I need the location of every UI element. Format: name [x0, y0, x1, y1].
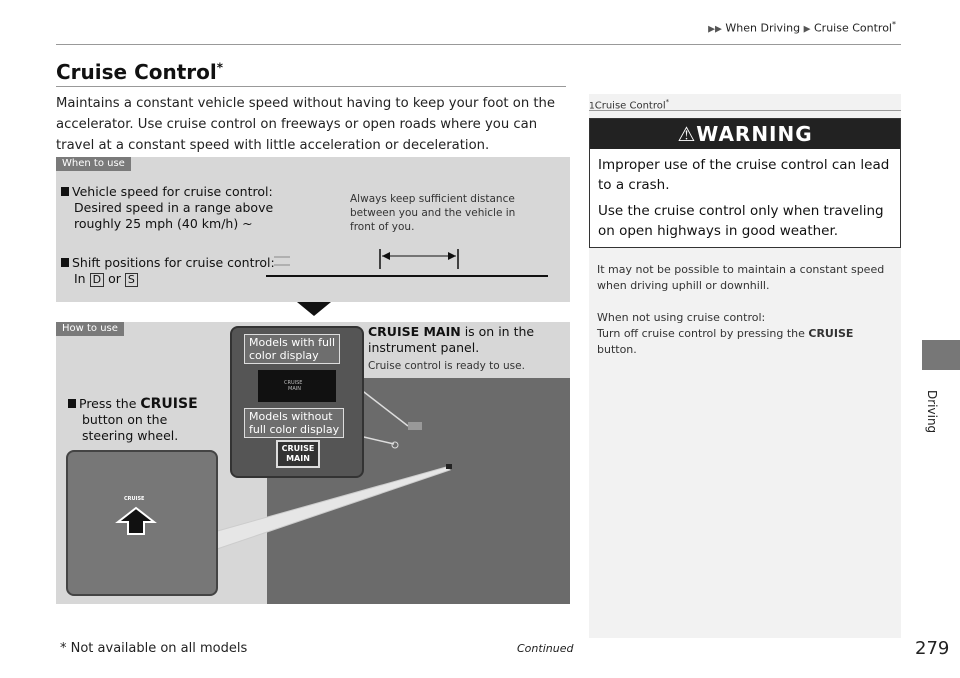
- distance-note: [350, 192, 530, 234]
- display-text: MAIN: [288, 386, 301, 392]
- press-button-name: CRUISE: [140, 396, 198, 412]
- wheel-button-label: CRUISE: [124, 496, 145, 502]
- model-no-full-color-label: [244, 408, 344, 438]
- bullet-icon: [61, 187, 69, 196]
- full-color-display: [258, 370, 336, 402]
- note-text: button.: [597, 343, 637, 356]
- page-title: [56, 60, 223, 84]
- speed-text: Desired speed in a range above: [74, 200, 274, 215]
- notes-heading: [589, 94, 901, 111]
- model-label-line: full color display: [249, 423, 340, 436]
- cruise-main-label: CRUISE MAIN: [368, 324, 461, 339]
- note-paragraph: When not using cruise control:: [597, 311, 766, 324]
- when-to-use-label: When to use: [56, 157, 131, 171]
- distance-note-line: Always keep sufficient distance: [350, 193, 515, 205]
- warning-icon: ⚠: [677, 122, 697, 146]
- arrow-icon: ▶▶: [708, 24, 722, 35]
- display-text: CRUISE: [284, 380, 303, 386]
- speed-text: roughly 25 mph (40 km/h) ~: [74, 216, 253, 231]
- speed-info: [61, 184, 291, 232]
- breadcrumb-item[interactable]: Cruise Control: [814, 21, 892, 35]
- asterisk: *: [892, 20, 896, 29]
- cruise-main-indicator: [276, 440, 320, 468]
- header-divider: [56, 44, 901, 45]
- sidebar-notes: [589, 94, 901, 638]
- breadcrumb-item[interactable]: When Driving: [725, 21, 801, 35]
- note-icon: 1: [589, 101, 595, 112]
- shift-heading: Shift positions for cruise control:: [72, 255, 275, 270]
- model-label-line: Models with full: [249, 336, 336, 349]
- press-prefix: Press the: [79, 396, 137, 411]
- page-title-text: Cruise Control: [56, 60, 217, 84]
- section-label: [915, 390, 955, 460]
- speed-heading: Vehicle speed for cruise control:: [72, 184, 273, 199]
- intro-paragraph: Maintains a constant vehicle speed without having to keep your foot on the accelerator. Use cruise control on freeways or open roads where you can travel at a constant speed with little acceleration or deceleration.: [56, 96, 556, 153]
- notes-heading-text: Cruise Control: [594, 100, 666, 112]
- continued-label: Continued: [517, 642, 574, 655]
- note-paragraph: It may not be possible to maintain a constant speed when driving uphill or downhill.: [597, 263, 885, 292]
- section-label-text: Driving: [925, 390, 939, 434]
- note-bold: CRUISE: [808, 327, 854, 340]
- breadcrumb: [708, 20, 896, 35]
- press-suffix: steering wheel.: [82, 428, 179, 443]
- model-full-color-label: [244, 334, 340, 364]
- press-suffix: button on the: [82, 412, 168, 427]
- arrow-icon: ▶: [803, 24, 811, 35]
- ready-text: Cruise control is ready to use.: [368, 360, 525, 372]
- instrument-panel-popup: [230, 326, 364, 478]
- model-label-line: color display: [249, 349, 319, 362]
- shift-or-text: or: [108, 271, 121, 286]
- press-arrow-icon: [114, 506, 158, 536]
- asterisk: *: [665, 98, 670, 106]
- distance-note-line: between you and the vehicle in: [350, 207, 516, 219]
- steering-wheel-detail: [66, 450, 218, 596]
- distance-note-line: front of you.: [350, 221, 415, 233]
- note-text: Turn off cruise control by pressing the: [597, 327, 805, 340]
- gear-s-key: S: [125, 273, 138, 287]
- title-divider: [56, 86, 566, 87]
- distance-illustration: [266, 239, 566, 279]
- bullet-icon: [61, 258, 69, 267]
- note-paragraph: [597, 326, 897, 342]
- cruise-main-text: instrument panel.: [368, 340, 480, 355]
- how-to-use-label: How to use: [56, 322, 124, 336]
- section-tab[interactable]: [922, 340, 960, 370]
- warning-box: [589, 118, 901, 248]
- when-to-use-panel: [56, 157, 570, 302]
- shift-info: [61, 255, 291, 287]
- warning-text: Use the cruise control only when traveling on open highways in good weather.: [598, 203, 884, 239]
- shift-in-text: In: [74, 271, 86, 286]
- flow-arrow-icon: [297, 302, 331, 316]
- indicator-text: CRUISE: [281, 444, 315, 453]
- model-label-line: Models without: [249, 410, 333, 423]
- page-number: 279: [915, 638, 950, 659]
- warning-header: [590, 119, 900, 149]
- asterisk: *: [216, 60, 224, 75]
- indicator-text: MAIN: [286, 454, 310, 463]
- how-to-use-panel: [56, 322, 570, 604]
- cruise-main-text: is on in the: [464, 324, 535, 339]
- warning-text: Improper use of the cruise control can lead to a crash.: [598, 157, 890, 193]
- gear-d-key: D: [90, 273, 104, 287]
- notes-body: [597, 262, 897, 358]
- footnote: * Not available on all models: [60, 641, 248, 656]
- warning-title: WARNING: [696, 122, 813, 146]
